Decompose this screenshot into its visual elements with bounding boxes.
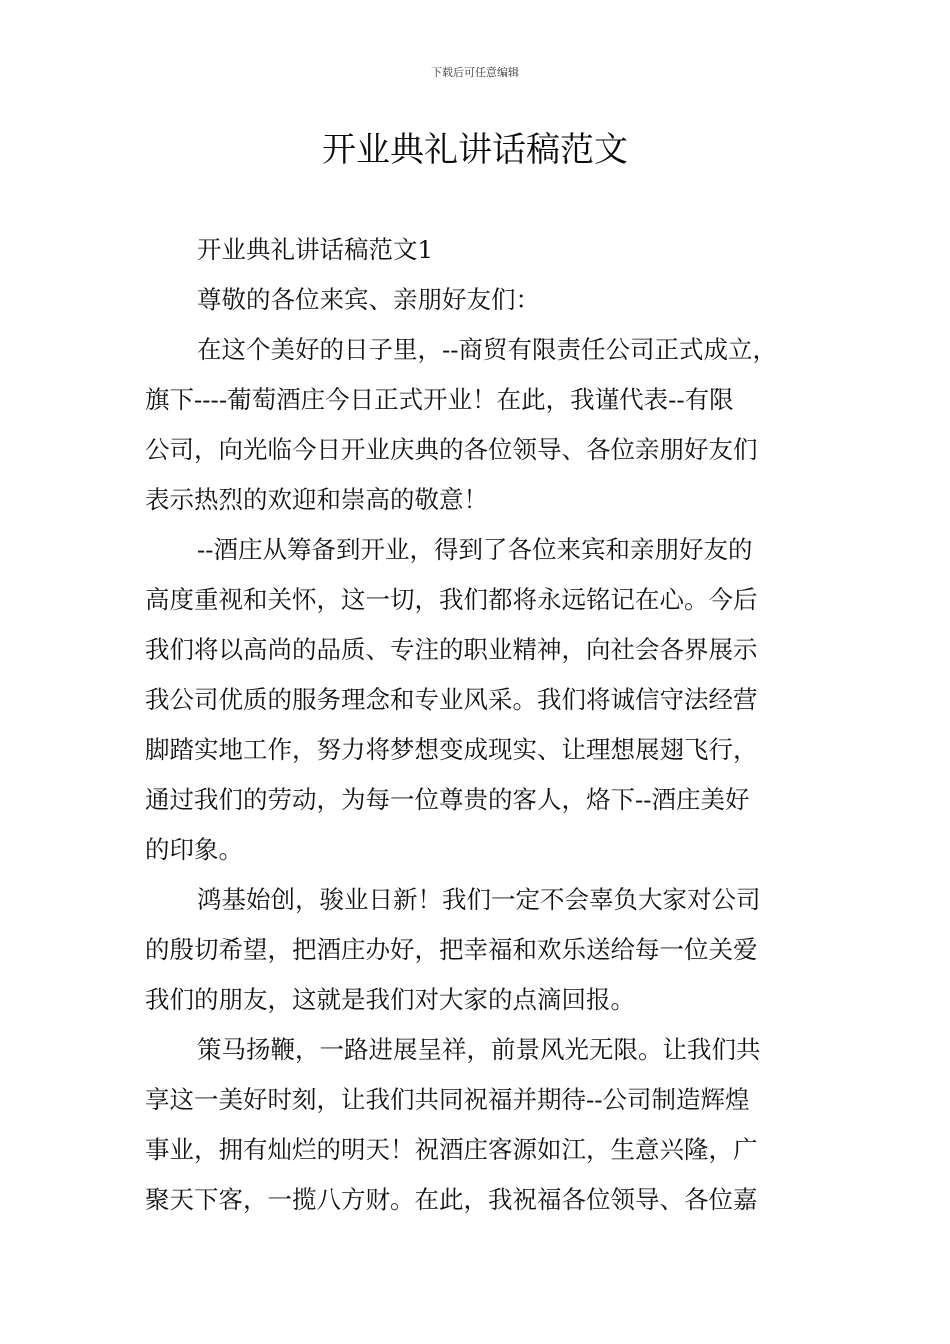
body-line: 脚踏实地工作，努力将梦想变成现实、让理想展翅飞行， [145,735,758,764]
body-line: 聚天下客，一揽八方财。在此，我祝福各位领导、各位嘉 [145,1185,758,1214]
body-line: 尊敬的各位来宾、亲朋好友们： [197,285,540,314]
body-line: 公司，向光临今日开业庆典的各位领导、各位亲朋好友们 [145,435,758,464]
body-line: 享这一美好时刻，让我们共同祝福并期待--公司制造辉煌 [145,1085,750,1114]
header-note: 下载后可任意编辑 [431,66,519,79]
body-line: 表示热烈的欢迎和崇高的敬意！ [145,485,488,514]
body-line: 我们的朋友，这就是我们对大家的点滴回报。 [145,985,635,1014]
body-line: 的殷切希望，把酒庄办好，把幸福和欢乐送给每一位关爱 [145,935,758,964]
body-line: 高度重视和关怀，这一切，我们都将永远铭记在心。今后 [145,585,758,614]
body-line: 开业典礼讲话稿范文1 [197,235,434,264]
body-line: --酒庄从筹备到开业，得到了各位来宾和亲朋好友的 [197,535,753,564]
body-line: 我公司优质的服务理念和专业风采。我们将诚信守法经营 [145,685,758,714]
document-title: 开业典礼讲话稿范文 [322,130,628,170]
body-line: 通过我们的劳动，为每一位尊贵的客人，烙下--酒庄美好 [145,785,750,814]
body-line: 旗下----葡萄酒庄今日正式开业！在此，我谨代表--有限 [145,385,734,414]
body-line: 事业，拥有灿烂的明天！祝酒庄客源如江，生意兴隆，广 [145,1135,758,1164]
body-line: 的印象。 [145,835,243,864]
body-line: 策马扬鞭，一路进展呈祥，前景风光无限。让我们共 [197,1035,761,1064]
body-line: 我们将以高尚的品质、专注的职业精神，向社会各界展示 [145,635,758,664]
body-line: 鸿基始创，骏业日新！我们一定不会辜负大家对公司 [197,885,761,914]
document-body [145,225,810,1225]
body-line: 在这个美好的日子里，--商贸有限责任公司正式成立， [197,335,778,364]
